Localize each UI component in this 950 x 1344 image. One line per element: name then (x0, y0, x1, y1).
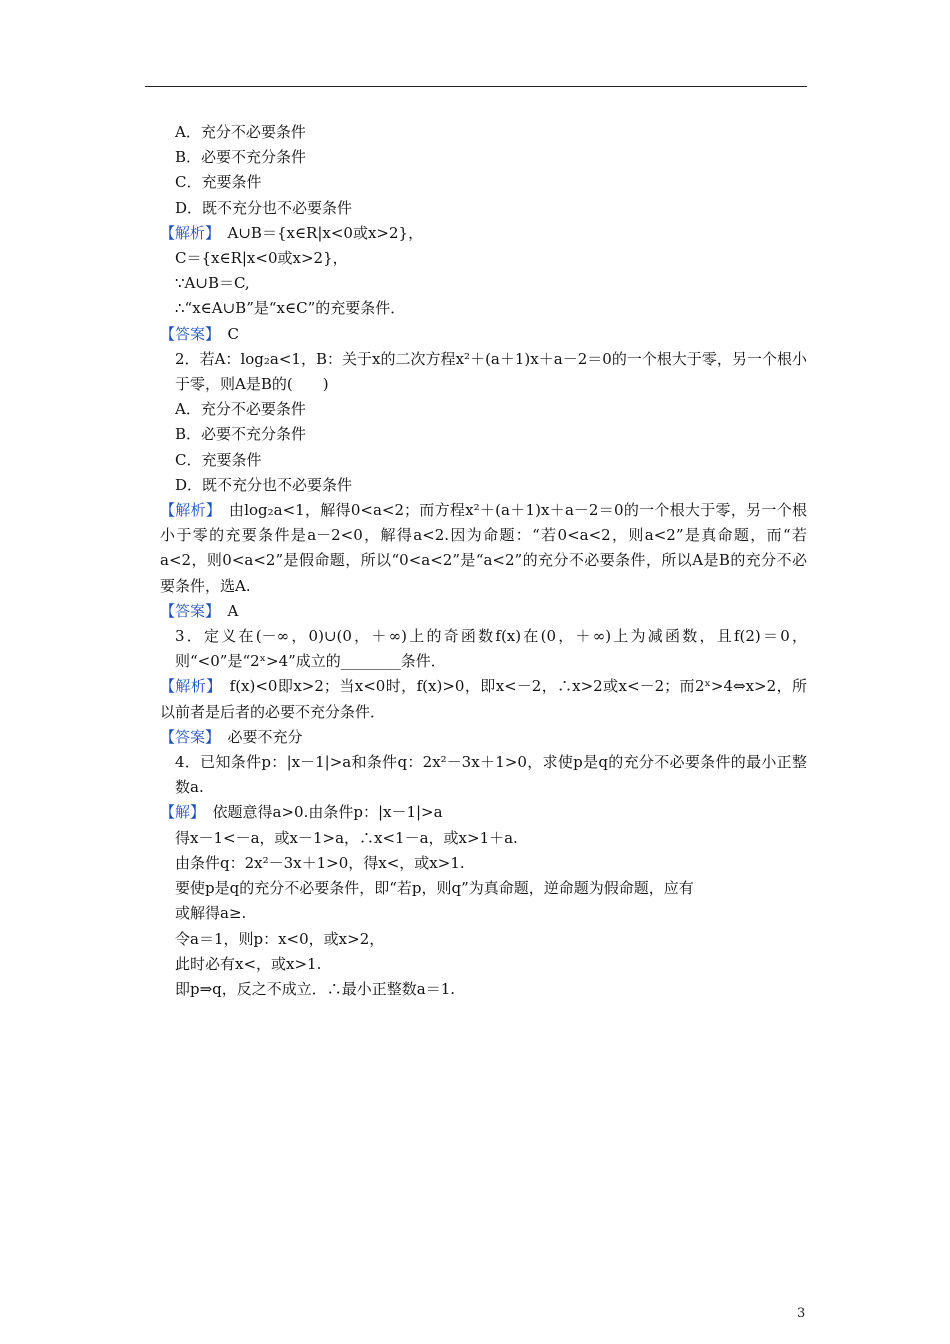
text-line (145, 674, 807, 724)
line-text: 令a＝1，则p：x<0，或x>2， (175, 929, 385, 948)
line-text: 3．定义在(－∞，0)∪(0，＋∞)上的奇函数f(x)在(0，＋∞)上为减函数，且f(2)＝0，则“<0”是“2ˣ>4”成立的________条件． (175, 627, 807, 671)
text-line (145, 271, 807, 296)
text-line (145, 347, 807, 397)
header-rule (145, 86, 807, 87)
text-line (145, 448, 807, 473)
line-text: A．充分不必要条件 (175, 123, 306, 141)
line-text: 要使p是q的充分不必要条件，即“若p，则q”为真命题，逆命题为假命题，应有 (175, 879, 694, 898)
document-body (145, 120, 807, 1002)
line-text: C (212, 324, 239, 343)
line-text: 或解得a≥. (175, 904, 247, 923)
line-text: 此时必有x<，或x>1. (175, 954, 322, 973)
section-tag: 【答案】 (160, 601, 213, 620)
line-text: ∵A∪B＝C, (175, 274, 250, 293)
line-text: 4．已知条件p：|x－1|>a和条件q：2x²－3x＋1>0，求使p是q的充分不必要条件的最小正整数a. (175, 753, 807, 797)
line-text: ∴“x∈A∪B”是“x∈C”的充要条件． (175, 299, 406, 318)
text-line (145, 750, 807, 800)
line-text: 依题意得a>0.由条件p：|x－1|>a (197, 803, 443, 822)
text-line (145, 927, 807, 952)
text-line (145, 876, 807, 901)
section-tag: 【解析】 (160, 223, 213, 242)
text-line (145, 851, 807, 876)
text-line (145, 322, 807, 347)
text-line (145, 624, 807, 674)
line-text: A∪B＝{x∈R|x<0或x>2}， (212, 223, 424, 242)
line-text: C＝{x∈R|x<0或x>2}， (175, 249, 348, 268)
section-tag: 【解析】 (160, 501, 214, 520)
line-text: 2．若A：log₂a<1，B：关于x的二次方程x²＋(a＋1)x＋a－2＝0的一个根大于零，另一个根小于零，则A是B的( ) (175, 349, 807, 394)
line-text: C．充要条件 (175, 450, 262, 469)
text-line (145, 170, 807, 195)
text-line (145, 196, 807, 221)
section-tag: 【解析】 (160, 677, 215, 696)
line-text: A (212, 601, 239, 620)
text-line (145, 145, 807, 170)
line-text: D．既不充分也不必要条件 (175, 198, 353, 217)
line-text: 得x－1<－a，或x－1>a，∴x<1－a，或x>1＋a. (175, 828, 518, 847)
line-text: B．必要不充分条件 (175, 148, 307, 167)
text-line (145, 498, 807, 599)
line-text: C．充要条件 (175, 173, 262, 192)
line-text: f(x)<0即x>2；当x<0时，f(x)>0，即x<－2，∴x>2或x<－2；而2ˣ>4⇔x>2，所以前者是后者的必要不充分条件． (160, 677, 807, 721)
section-tag: 【答案】 (160, 324, 213, 343)
text-line (145, 599, 807, 624)
text-line (145, 397, 807, 422)
line-text: 即p⇒q，反之不成立．∴最小正整数a＝1. (175, 979, 456, 998)
line-text: 必要不充分 (212, 727, 303, 746)
section-tag: 【答案】 (160, 727, 213, 746)
text-line (145, 422, 807, 447)
line-text: B．必要不充分条件 (175, 425, 307, 444)
text-line (145, 952, 807, 977)
text-line (145, 296, 807, 321)
line-text: D．既不充分也不必要条件 (175, 475, 353, 494)
section-tag: 【解】 (160, 803, 198, 822)
text-line (145, 246, 807, 271)
line-text: 由log₂a<1，解得0<a<2；而方程x²＋(a＋1)x＋a－2＝0的一个根大于零，另一个根小于零的充要条件是a－2<0，解得a<2.因为命题：“若0<a<2，则a<2”是真命题，而“若a<2，则0<a<2”是假命题，所以“0<a<2”是“a<2”的充分不必要条件，所以A是B的充分不必要条件，选A. (160, 501, 807, 595)
page-number: 3 (797, 1306, 806, 1321)
text-line (145, 473, 807, 498)
text-line (145, 977, 807, 1002)
text-line (145, 221, 807, 246)
line-text: A．充分不必要条件 (175, 400, 306, 419)
text-line (145, 120, 807, 145)
text-line (145, 800, 807, 825)
line-text: 由条件q：2x²－3x＋1>0，得x<，或x>1. (175, 853, 465, 872)
text-line (145, 725, 807, 750)
text-line (145, 901, 807, 926)
text-line (145, 826, 807, 851)
